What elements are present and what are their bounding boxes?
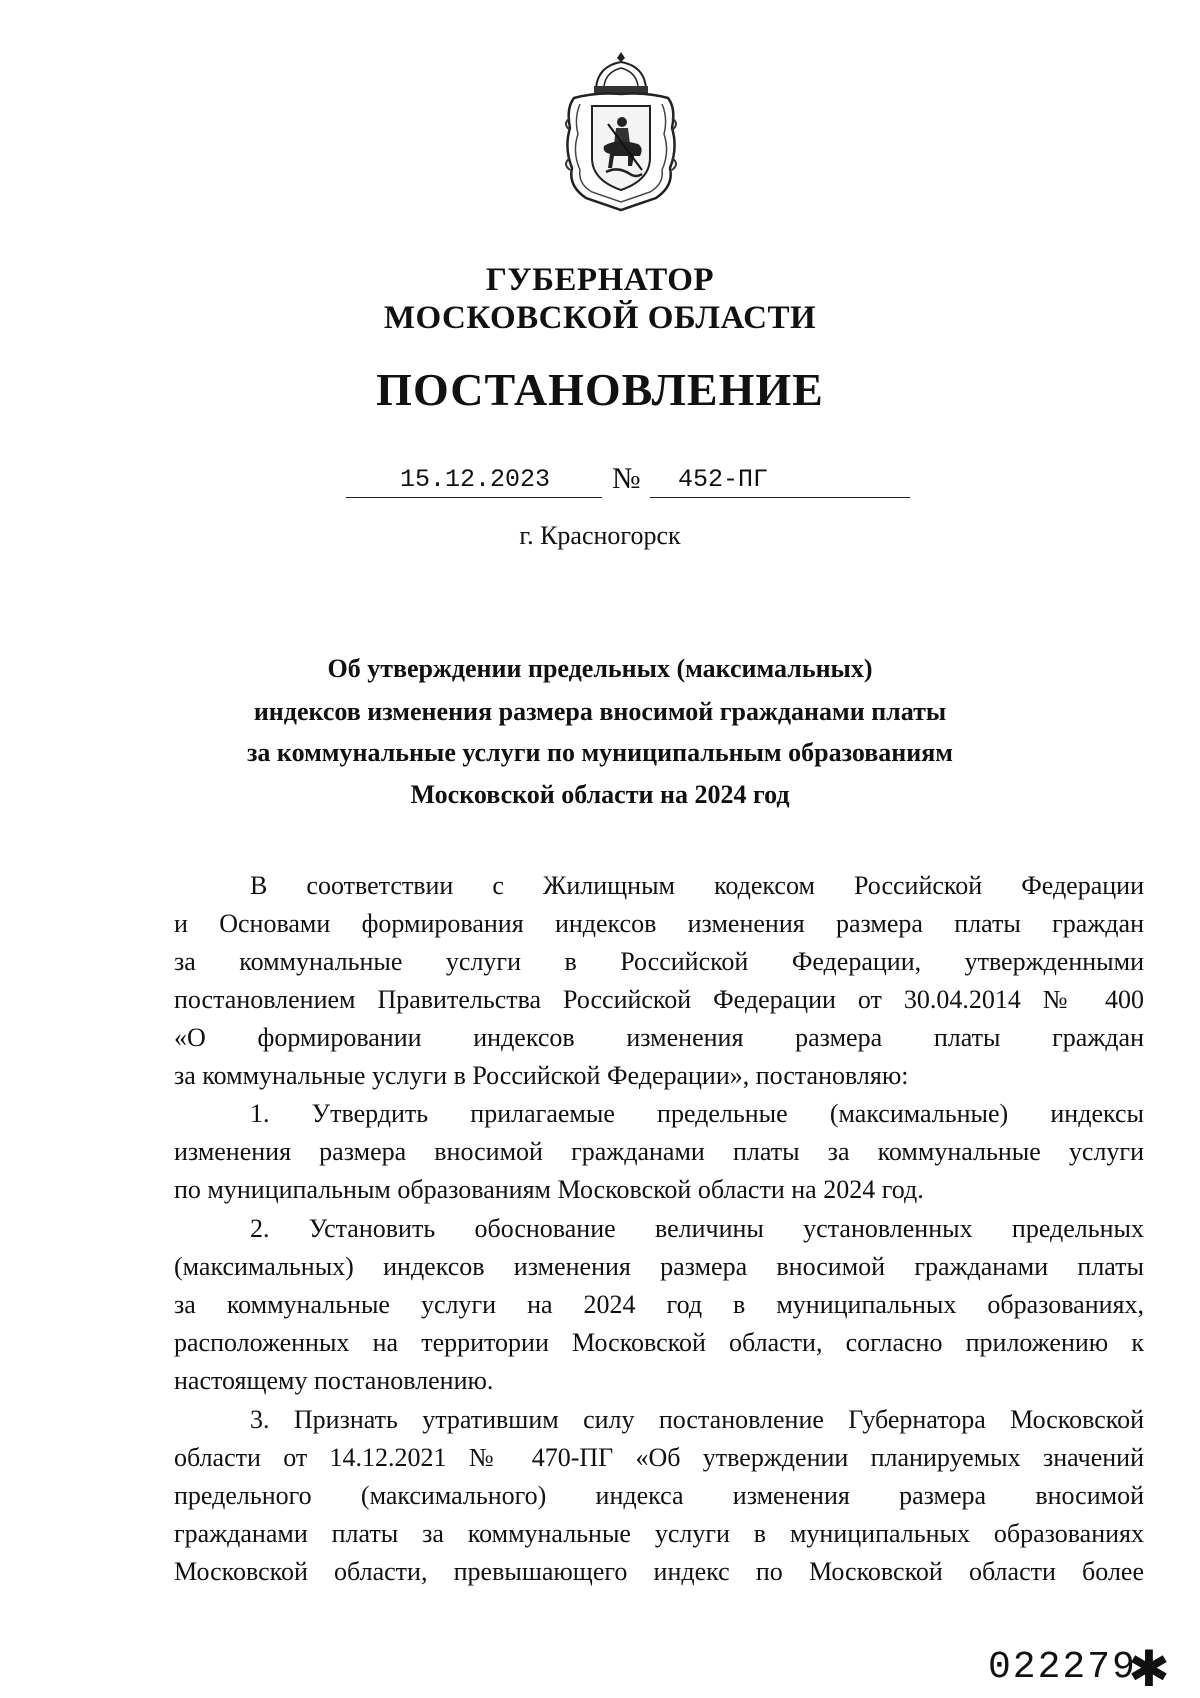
body-line: постановлением Правительства Российской Федерации от 30.04.2014 № 400: [174, 985, 1144, 1014]
body-line: изменения размера вносимой гражданами платы за коммунальные услуги: [174, 1137, 1144, 1166]
body-line: (максимальных) индексов изменения размера вносимой гражданами платы: [174, 1252, 1144, 1281]
date-underline: [346, 497, 602, 498]
body-line: 1. Утвердить прилагаемые предельные (максимальные) индексы: [250, 1099, 1144, 1128]
page-serial-number: 022279: [988, 1646, 1137, 1689]
body-line: 2. Установить обоснование величины установленных предельных: [250, 1214, 1144, 1243]
body-line: Московской области, превышающего индекс по Московской области более: [174, 1557, 1144, 1586]
title-line: Московской области на 2024 год: [410, 780, 790, 809]
moscow-oblast-coat-of-arms-icon: [556, 48, 686, 216]
document-number: 452-ПГ: [678, 465, 769, 494]
number-sign: №: [612, 462, 641, 495]
title-line: за коммунальные услуги по муниципальным образованиям: [246, 738, 954, 767]
body-line: 3. Признать утратившим силу постановление Губернатора Московской: [250, 1405, 1144, 1434]
body-line: настоящему постановлению.: [174, 1366, 494, 1395]
asterisk-mark: ✱: [1128, 1640, 1170, 1698]
number-underline: [650, 497, 910, 498]
body-line: предельного (максимального) индекса изменения размера вносимой: [174, 1481, 1144, 1510]
body-line: области от 14.12.2021 № 470-ПГ «Об утверждении планируемых значений: [174, 1443, 1144, 1472]
body-line: расположенных на территории Московской области, согласно приложению к: [174, 1328, 1144, 1357]
body-line: за коммунальные услуги на 2024 год в муниципальных образованиях,: [174, 1290, 1144, 1319]
body-line: В соответствии с Жилищным кодексом Российской Федерации: [250, 871, 1144, 900]
body-line: гражданами платы за коммунальные услуги в муниципальных образованиях: [174, 1519, 1144, 1548]
city-name: г. Красногорск: [519, 521, 681, 550]
document-type: ПОСТАНОВЛЕНИЕ: [376, 364, 824, 415]
authority-title-line-2: МОСКОВСКОЙ ОБЛАСТИ: [383, 300, 817, 336]
body-line: по муниципальным образованиям Московской области на 2024 год.: [174, 1175, 924, 1204]
authority-title-line-1: ГУБЕРНАТОР: [485, 262, 715, 298]
title-line: индексов изменения размера вносимой гражданами платы: [253, 697, 947, 726]
body-line: за коммунальные услуги в Российской Федерации, утвержденными: [174, 947, 1144, 976]
document-date: 15.12.2023: [400, 465, 551, 494]
body-line: «О формировании индексов изменения размера платы граждан: [174, 1023, 1144, 1052]
body-line: и Основами формирования индексов изменения размера платы граждан: [174, 909, 1144, 938]
body-line: за коммунальные услуги в Российской Федерации», постановляю:: [174, 1061, 909, 1090]
title-line: Об утверждении предельных (максимальных): [327, 654, 873, 683]
